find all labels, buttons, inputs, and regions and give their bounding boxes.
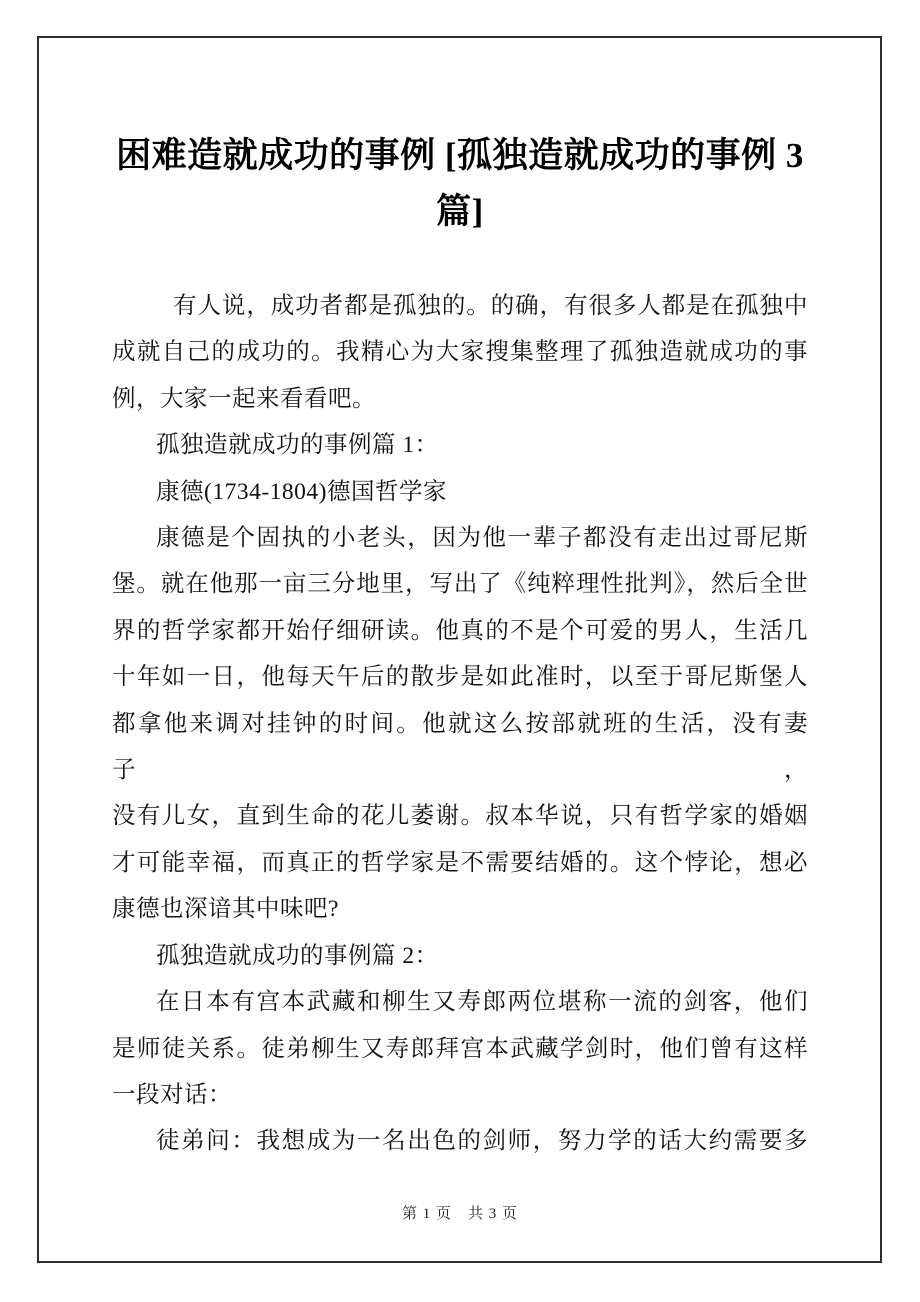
body-line: 康德也深谙其中味吧? <box>112 896 339 923</box>
body-line: 一段对话： <box>112 1081 232 1108</box>
document-title <box>112 128 808 240</box>
body-line: 十年如一日，他每天午后的散步是如此准时，以至于哥尼斯堡人 <box>112 664 808 691</box>
body-line: 徒弟问：我想成为一名出色的剑师，努力学的话大约需要多 <box>156 1128 808 1155</box>
title-line-2: 篇] <box>436 192 484 231</box>
body-line: 例，大家一起来看看吧。 <box>112 385 376 412</box>
body-line: 康德(1734-1804)德国哲学家 <box>156 478 447 505</box>
document-body <box>112 283 808 1165</box>
body-line: 有人说，成功者都是孤独的。的确，有很多人都是在孤独中 <box>173 293 808 319</box>
page-footer: 第 1 页 共 3 页 <box>401 1206 518 1222</box>
body-line: 康德是个固执的小老头，因为他一辈子都没有走出过哥尼斯 <box>156 525 808 552</box>
body-line: 都拿他来调对挂钟的时间。他就这么按部就班的生活，没有妻 子， <box>112 710 808 784</box>
body-line: 没有儿女，直到生命的花儿萎谢。叔本华说，只有哲学家的婚姻 <box>112 803 808 830</box>
body-line: 在日本有宫本武藏和柳生又寿郎两位堪称一流的剑客，他们 <box>156 989 808 1016</box>
title-line-1: 困难造就成功的事例 [孤独造就成功的事例 3 <box>116 136 804 175</box>
body-line: 界的哲学家都开始仔细研读。他真的不是个可爱的男人，生活几 <box>112 617 808 644</box>
body-line: 才可能幸福，而真正的哲学家是不需要结婚的。这个悖论，想必 <box>112 849 808 876</box>
section-heading: 孤独造就成功的事例篇 1： <box>156 432 439 459</box>
body-line: 成就自己的成功的。我精心为大家搜集整理了孤独造就成功的事 <box>112 339 808 366</box>
body-line: 是师徒关系。徒弟柳生又寿郎拜宫本武藏学剑时，他们曾有这样 <box>112 1035 808 1062</box>
body-line: 堡。就在他那一亩三分地里，写出了《纯粹理性批判》，然后全世 <box>112 571 808 598</box>
section-heading: 孤独造就成功的事例篇 2： <box>156 942 439 969</box>
